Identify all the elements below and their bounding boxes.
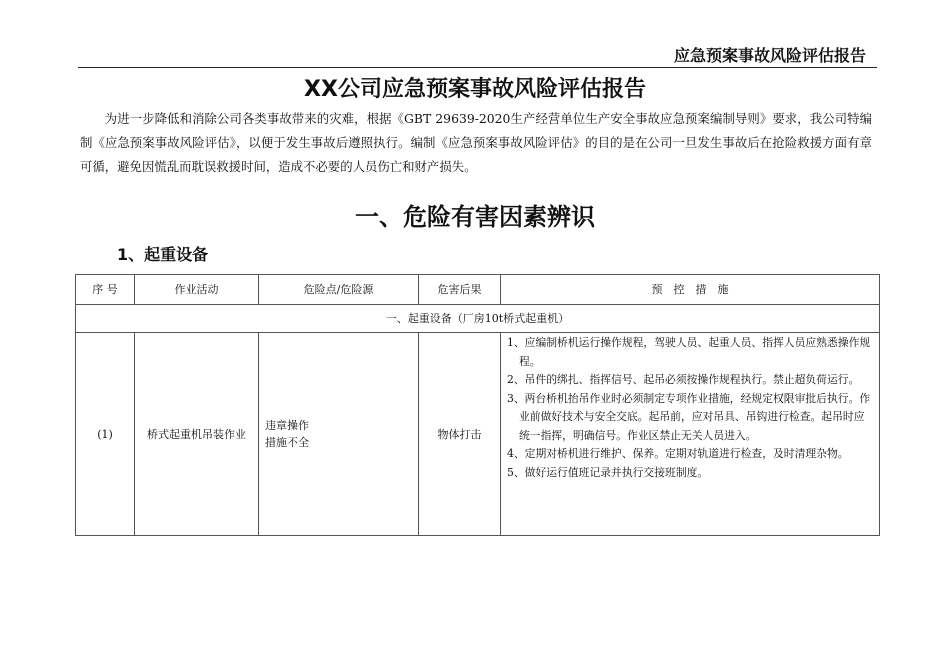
document-title: XX公司应急预案事故风险评估报告: [304, 77, 646, 102]
hazard-table: [75, 274, 880, 536]
row-hazard: [259, 333, 419, 536]
header-activity: 作业活动: [135, 275, 259, 305]
category-cell: 一、起重设备（厂房10t桥式起重机）: [76, 305, 880, 333]
measure-item: 2、吊件的绑扎、指挥信号、起吊必须按操作规程执行。禁止超负荷运行。: [507, 373, 860, 386]
section-heading: 一、危险有害因素辨识: [355, 203, 595, 231]
category-row: [76, 305, 880, 333]
measure-item: 4、定期对桥机进行维护、保养。定期对轨道进行检查，及时清理杂物。: [507, 447, 849, 460]
header-measures: 预 控 措 施: [501, 275, 880, 305]
header-hazard: 危险点/危险源: [259, 275, 419, 305]
header-consequence: 危害后果: [419, 275, 501, 305]
running-header: 应急预案事故风险评估报告: [673, 46, 866, 65]
intro-paragraph: 为进一步降低和消除公司各类事故带来的灾难，根据《GBT 29639-2020生产经营单位生产安全事故应急预案编制导则》要求，我公司特编制《应急预案事故风险评估》，以便于发生事故后遵照执行。编制《应急预案事故风险评估》的目的是在公司一旦发生事故后在抢险救援方面有章可循，避免因慌乱而耽误救援时间，造成不必要的人员伤亡和财产损失。: [80, 111, 872, 174]
header-rule: [78, 67, 877, 68]
sub-heading: 1、起重设备: [117, 245, 209, 264]
measure-item: 1、应编制桥机运行操作规程，驾驶人员、起重人员、指挥人员应熟悉操作规程。: [507, 336, 871, 368]
table-row: [76, 333, 880, 536]
hazard-item: 措施不全: [265, 436, 309, 449]
hazard-item: 违章操作: [265, 419, 309, 432]
header-no: 序 号: [76, 275, 135, 305]
row-measures: [501, 333, 880, 536]
table-header-row: [76, 275, 880, 305]
row-activity: 桥式起重机吊装作业: [135, 333, 259, 536]
measure-item: 5、做好运行值班记录并执行交接班制度。: [507, 465, 709, 479]
row-consequence: 物体打击: [419, 333, 501, 536]
row-no: (1): [76, 333, 135, 536]
measure-item: 3、两台桥机抬吊作业时必须制定专项作业措施，经规定权限审批后执行。作业前做好技术与安全交底。起吊前，应对吊具、吊钩进行检查。起吊时应统一指挥，明确信号。作业区禁止无关人员进入。: [507, 391, 871, 442]
